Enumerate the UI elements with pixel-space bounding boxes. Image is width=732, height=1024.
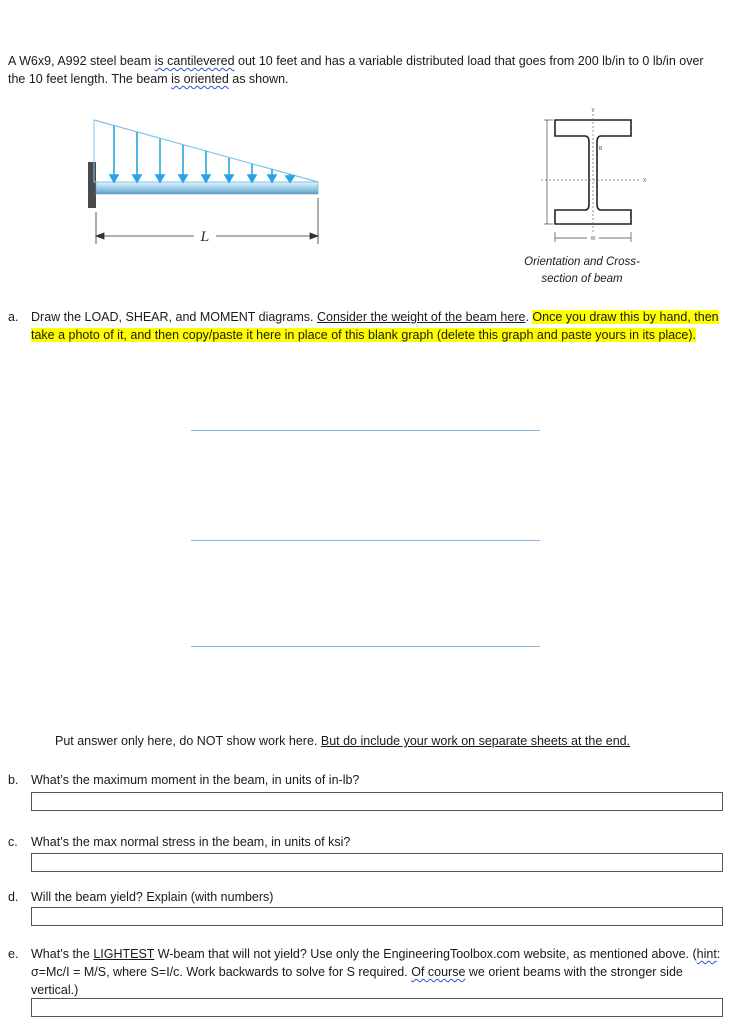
question-a-text xyxy=(31,308,721,344)
intro-cantilevered: is cantilevered xyxy=(154,54,235,68)
question-b-text: What’s the maximum moment in the beam, in units of in-lb? xyxy=(31,773,360,787)
intro-part1: A W6x9, A992 steel beam xyxy=(8,54,155,68)
w-label: W xyxy=(590,236,596,242)
question-a-underlined: Consider the weight of the beam here xyxy=(316,310,526,324)
cross-section-caption xyxy=(504,254,660,288)
intro-part2: out 10 feet and has a variable distributed load that goes from 200 lb/in to 0 lb/in over the 10 feet length. The beam xyxy=(8,54,704,86)
answer-box-b[interactable] xyxy=(31,792,723,811)
length-label: L xyxy=(200,230,210,245)
blank-graph-line-load[interactable] xyxy=(191,430,540,431)
answer-box-e[interactable] xyxy=(31,998,723,1017)
wall-support xyxy=(88,162,96,208)
question-a-highlighted: Once you draw this by hand, then take a photo of it, and then copy/paste it here in place of this blank graph (delete this graph and paste yours in its place). xyxy=(31,310,719,342)
question-e-part4: we orient beams with the stronger side vertical.) xyxy=(31,965,683,997)
cantilever-beam-figure xyxy=(86,112,332,256)
answer-box-c[interactable] xyxy=(31,853,723,872)
blank-graph-line-moment[interactable] xyxy=(191,646,540,647)
distributed-load-arrows xyxy=(110,126,294,182)
caption-line-1: Orientation and Cross- xyxy=(524,256,640,268)
question-c-letter: c. xyxy=(8,835,18,849)
question-e-hint: hint xyxy=(696,947,717,961)
intro-paragraph xyxy=(8,52,720,88)
instructions-plain: Put answer only here, do NOT show work here. xyxy=(55,734,321,748)
blank-graph-line-shear[interactable] xyxy=(191,540,540,541)
x-axis-label: X xyxy=(643,178,647,184)
intro-part3: as shown. xyxy=(228,72,289,86)
question-d-letter: d. xyxy=(8,890,19,904)
intro-oriented: is oriented xyxy=(171,72,229,86)
question-e-of-course: Of course xyxy=(411,965,466,979)
question-a-period: . xyxy=(525,310,533,324)
question-a-letter: a. xyxy=(8,310,19,324)
height-dimension xyxy=(544,120,553,224)
question-e-part3: : σ=Mc/I = M/S, where S=I/c. Work backwards to solve for S required. xyxy=(31,947,721,979)
question-a-plain: Draw the LOAD, SHEAR, and MOMENT diagrams. xyxy=(31,310,317,324)
question-e-lightest: LIGHTEST xyxy=(93,947,155,961)
question-d-text: Will the beam yield? Explain (with numbers) xyxy=(31,890,274,904)
cross-section-figure xyxy=(535,108,657,254)
instructions-underlined: But do include your work on separate sheets at the end. xyxy=(320,734,631,748)
beam-body xyxy=(96,182,318,194)
question-c-text: What’s the max normal stress in the beam, in units of ksi? xyxy=(31,835,351,849)
y-axis-label: Y xyxy=(591,108,595,114)
question-e-letter: e. xyxy=(8,947,19,961)
answer-box-d[interactable] xyxy=(31,907,723,926)
question-e-text xyxy=(31,945,721,999)
question-e-part2: W-beam that will not yield? Use only the EngineeringToolbox.com website, as mentioned above. ( xyxy=(154,947,697,961)
question-e-part1: What’s the xyxy=(31,947,94,961)
answer-instructions xyxy=(55,732,715,750)
caption-line-2: section of beam xyxy=(541,273,623,285)
b-label: B xyxy=(599,146,603,152)
question-b-letter: b. xyxy=(8,773,19,787)
